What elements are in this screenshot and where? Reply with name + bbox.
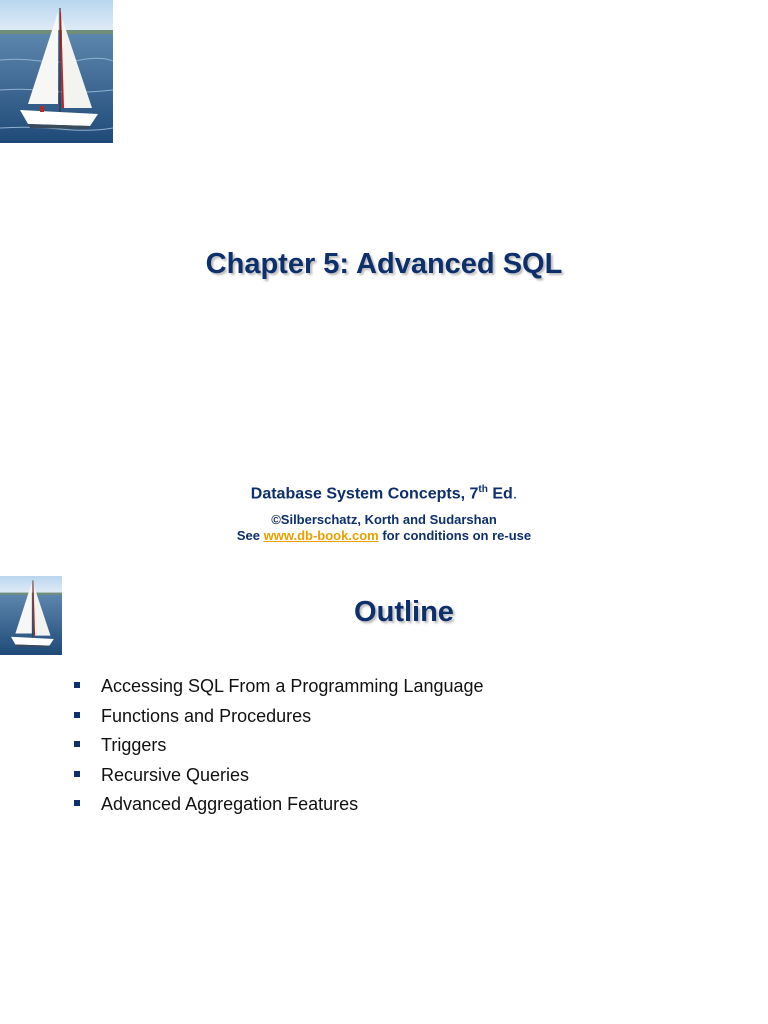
outline-item-label: Recursive Queries	[101, 764, 250, 785]
square-bullet-icon	[74, 741, 80, 747]
outline-item-label: Triggers	[101, 735, 167, 755]
square-bullet-icon	[74, 682, 80, 688]
book-title-end: Ed	[487, 485, 513, 503]
square-bullet-icon	[74, 771, 80, 777]
book-title-dot: .	[512, 485, 518, 503]
outline-item-label: Advanced Aggregation Features	[101, 794, 359, 814]
outline-item	[74, 675, 484, 705]
outline-slide	[0, 570, 768, 1024]
book-title	[0, 484, 768, 503]
reuse-prefix: See	[236, 528, 264, 543]
outline-item	[74, 734, 484, 764]
outline-list	[74, 675, 484, 823]
book-title-sup: th	[478, 484, 488, 495]
reuse-suffix: for conditions on re-use	[378, 528, 532, 543]
chapter-title: Chapter 5: Advanced SQL	[205, 248, 563, 280]
square-bullet-icon	[74, 800, 80, 806]
book-title-main: Database System Concepts, 7	[250, 485, 479, 503]
outline-item-label: Accessing SQL From a Programming Language	[101, 676, 484, 696]
outline-title: Outline	[354, 596, 454, 628]
outline-item-label: Functions and Procedures	[101, 705, 312, 726]
outline-item	[74, 705, 484, 735]
outline-item	[74, 764, 484, 794]
copyright-line: ©Silberschatz, Korth and Sudarshan	[271, 512, 497, 527]
square-bullet-icon	[74, 712, 80, 718]
outline-item	[74, 793, 484, 823]
db-book-link[interactable]: www.db-book.com	[263, 528, 379, 543]
reuse-notice	[0, 528, 768, 543]
sailboat-photo	[0, 0, 113, 143]
